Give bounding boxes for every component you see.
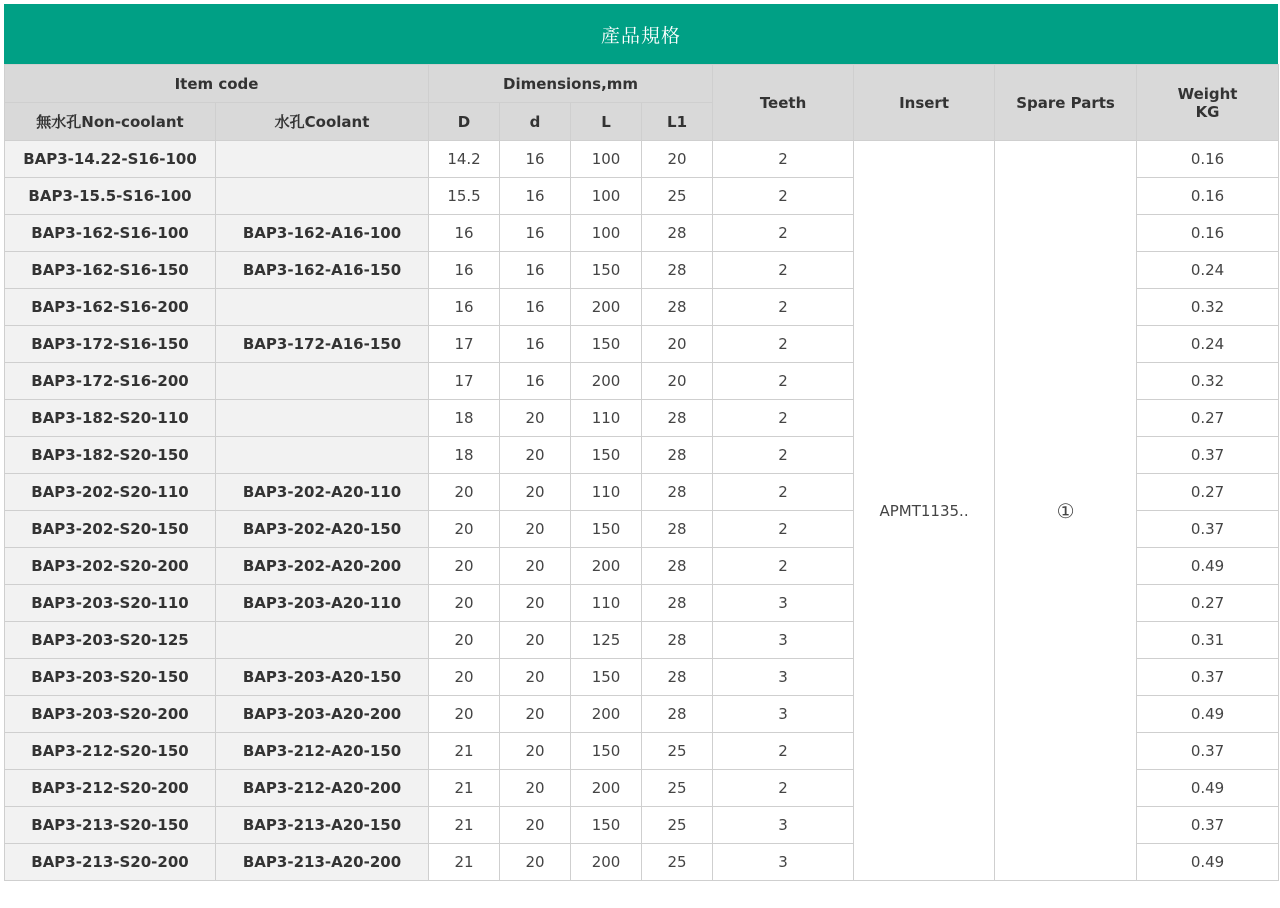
cell-L1: 28 [642,511,713,548]
cell-weight: 0.37 [1137,807,1279,844]
cell-non-coolant: BAP3-203-S20-150 [5,659,216,696]
cell-weight: 0.31 [1137,622,1279,659]
cell-coolant: BAP3-202-A20-110 [216,474,429,511]
cell-weight: 0.32 [1137,363,1279,400]
cell-coolant: BAP3-172-A16-150 [216,326,429,363]
cell-L: 200 [571,548,642,585]
cell-L1: 28 [642,289,713,326]
cell-non-coolant: BAP3-182-S20-110 [5,400,216,437]
header-weight [1137,65,1279,141]
cell-L: 200 [571,696,642,733]
cell-coolant: BAP3-162-A16-150 [216,252,429,289]
cell-D: 21 [429,733,500,770]
cell-teeth: 2 [713,363,854,400]
cell-L1: 28 [642,622,713,659]
cell-D: 15.5 [429,178,500,215]
cell-non-coolant: BAP3-213-S20-200 [5,844,216,881]
cell-weight: 0.37 [1137,437,1279,474]
cell-L: 110 [571,400,642,437]
cell-coolant [216,141,429,178]
cell-d: 20 [500,548,571,585]
header-coolant: 水孔Coolant [216,103,429,141]
cell-d: 20 [500,437,571,474]
cell-weight: 0.49 [1137,844,1279,881]
cell-L1: 20 [642,326,713,363]
cell-L: 150 [571,437,642,474]
cell-D: 20 [429,548,500,585]
header-item-code: Item code [5,65,429,103]
table-header [5,65,1279,141]
cell-L: 150 [571,511,642,548]
cell-d: 16 [500,215,571,252]
cell-non-coolant: BAP3-162-S16-150 [5,252,216,289]
cell-d: 20 [500,585,571,622]
cell-L: 125 [571,622,642,659]
header-d: d [500,103,571,141]
cell-weight: 0.49 [1137,770,1279,807]
cell-weight: 0.49 [1137,548,1279,585]
cell-d: 20 [500,733,571,770]
spec-section [4,4,1278,881]
cell-spare-parts: ① [995,141,1137,881]
cell-weight: 0.16 [1137,141,1279,178]
table-row [5,141,1279,178]
cell-teeth: 2 [713,178,854,215]
cell-teeth: 2 [713,733,854,770]
cell-coolant: BAP3-203-A20-200 [216,696,429,733]
cell-non-coolant: BAP3-162-S16-200 [5,289,216,326]
header-L1: L1 [642,103,713,141]
cell-teeth: 2 [713,400,854,437]
cell-L1: 28 [642,696,713,733]
cell-D: 18 [429,437,500,474]
cell-d: 20 [500,696,571,733]
cell-d: 16 [500,141,571,178]
cell-d: 20 [500,511,571,548]
cell-insert: APMT1135.. [854,141,995,881]
cell-D: 18 [429,400,500,437]
header-spare-parts: Spare Parts [995,65,1137,141]
cell-L1: 28 [642,474,713,511]
header-weight-label: Weight [1177,84,1238,103]
cell-D: 20 [429,511,500,548]
cell-L: 110 [571,474,642,511]
cell-coolant [216,363,429,400]
cell-teeth: 2 [713,289,854,326]
cell-L1: 20 [642,363,713,400]
cell-coolant [216,622,429,659]
cell-non-coolant: BAP3-162-S16-100 [5,215,216,252]
cell-d: 16 [500,252,571,289]
cell-L: 200 [571,770,642,807]
section-title: 產品規格 [4,4,1278,64]
cell-coolant: BAP3-203-A20-110 [216,585,429,622]
header-weight-unit: KG [1195,102,1220,121]
cell-L1: 25 [642,807,713,844]
cell-D: 17 [429,363,500,400]
cell-d: 20 [500,622,571,659]
cell-L: 100 [571,178,642,215]
spec-table [4,64,1279,881]
cell-d: 16 [500,178,571,215]
cell-teeth: 2 [713,511,854,548]
cell-L: 150 [571,252,642,289]
cell-teeth: 2 [713,437,854,474]
header-D: D [429,103,500,141]
cell-non-coolant: BAP3-172-S16-200 [5,363,216,400]
cell-weight: 0.16 [1137,178,1279,215]
cell-non-coolant: BAP3-202-S20-200 [5,548,216,585]
cell-weight: 0.37 [1137,733,1279,770]
cell-D: 20 [429,474,500,511]
cell-non-coolant: BAP3-212-S20-200 [5,770,216,807]
cell-weight: 0.27 [1137,474,1279,511]
cell-d: 20 [500,807,571,844]
header-non-coolant: 無水孔Non-coolant [5,103,216,141]
cell-L: 200 [571,363,642,400]
cell-non-coolant: BAP3-203-S20-200 [5,696,216,733]
cell-d: 20 [500,770,571,807]
cell-weight: 0.16 [1137,215,1279,252]
cell-weight: 0.49 [1137,696,1279,733]
cell-non-coolant: BAP3-202-S20-150 [5,511,216,548]
header-dimensions: Dimensions,mm [429,65,713,103]
cell-D: 21 [429,844,500,881]
cell-L1: 25 [642,178,713,215]
cell-non-coolant: BAP3-213-S20-150 [5,807,216,844]
cell-D: 21 [429,770,500,807]
cell-teeth: 2 [713,141,854,178]
cell-coolant: BAP3-202-A20-200 [216,548,429,585]
cell-non-coolant: BAP3-203-S20-110 [5,585,216,622]
cell-non-coolant: BAP3-212-S20-150 [5,733,216,770]
cell-L1: 25 [642,770,713,807]
cell-teeth: 2 [713,548,854,585]
table-body [5,141,1279,881]
cell-teeth: 3 [713,659,854,696]
header-insert: Insert [854,65,995,141]
cell-L: 150 [571,659,642,696]
cell-L1: 28 [642,585,713,622]
cell-teeth: 2 [713,474,854,511]
cell-L1: 28 [642,437,713,474]
cell-D: 20 [429,659,500,696]
cell-coolant: BAP3-212-A20-200 [216,770,429,807]
cell-teeth: 3 [713,622,854,659]
cell-L1: 28 [642,215,713,252]
cell-d: 20 [500,844,571,881]
cell-D: 17 [429,326,500,363]
cell-coolant [216,400,429,437]
cell-weight: 0.37 [1137,659,1279,696]
cell-weight: 0.27 [1137,585,1279,622]
cell-weight: 0.32 [1137,289,1279,326]
cell-non-coolant: BAP3-172-S16-150 [5,326,216,363]
cell-teeth: 3 [713,844,854,881]
cell-non-coolant: BAP3-203-S20-125 [5,622,216,659]
cell-D: 14.2 [429,141,500,178]
cell-teeth: 2 [713,770,854,807]
cell-non-coolant: BAP3-15.5-S16-100 [5,178,216,215]
header-teeth: Teeth [713,65,854,141]
cell-L1: 20 [642,141,713,178]
cell-d: 20 [500,400,571,437]
cell-coolant [216,289,429,326]
cell-weight: 0.24 [1137,252,1279,289]
cell-L: 200 [571,844,642,881]
cell-weight: 0.37 [1137,511,1279,548]
cell-L1: 28 [642,252,713,289]
cell-teeth: 3 [713,696,854,733]
cell-L1: 28 [642,659,713,696]
cell-d: 16 [500,363,571,400]
cell-teeth: 2 [713,252,854,289]
cell-coolant: BAP3-212-A20-150 [216,733,429,770]
cell-coolant [216,437,429,474]
cell-D: 21 [429,807,500,844]
cell-L1: 28 [642,548,713,585]
cell-D: 20 [429,622,500,659]
cell-teeth: 3 [713,807,854,844]
cell-coolant: BAP3-213-A20-150 [216,807,429,844]
cell-L: 110 [571,585,642,622]
cell-coolant: BAP3-203-A20-150 [216,659,429,696]
cell-L1: 28 [642,400,713,437]
cell-coolant: BAP3-213-A20-200 [216,844,429,881]
cell-non-coolant: BAP3-202-S20-110 [5,474,216,511]
cell-coolant [216,178,429,215]
cell-weight: 0.24 [1137,326,1279,363]
cell-L: 200 [571,289,642,326]
cell-D: 20 [429,696,500,733]
cell-D: 16 [429,289,500,326]
cell-d: 16 [500,289,571,326]
cell-coolant: BAP3-202-A20-150 [216,511,429,548]
cell-D: 16 [429,215,500,252]
cell-d: 20 [500,659,571,696]
cell-L: 100 [571,215,642,252]
cell-d: 20 [500,474,571,511]
cell-D: 20 [429,585,500,622]
cell-L1: 25 [642,733,713,770]
cell-teeth: 2 [713,326,854,363]
cell-L: 150 [571,733,642,770]
cell-d: 16 [500,326,571,363]
cell-teeth: 2 [713,215,854,252]
cell-non-coolant: BAP3-14.22-S16-100 [5,141,216,178]
cell-coolant: BAP3-162-A16-100 [216,215,429,252]
cell-L: 100 [571,141,642,178]
cell-L: 150 [571,326,642,363]
cell-teeth: 3 [713,585,854,622]
cell-L: 150 [571,807,642,844]
header-L: L [571,103,642,141]
cell-D: 16 [429,252,500,289]
cell-weight: 0.27 [1137,400,1279,437]
cell-non-coolant: BAP3-182-S20-150 [5,437,216,474]
cell-L1: 25 [642,844,713,881]
